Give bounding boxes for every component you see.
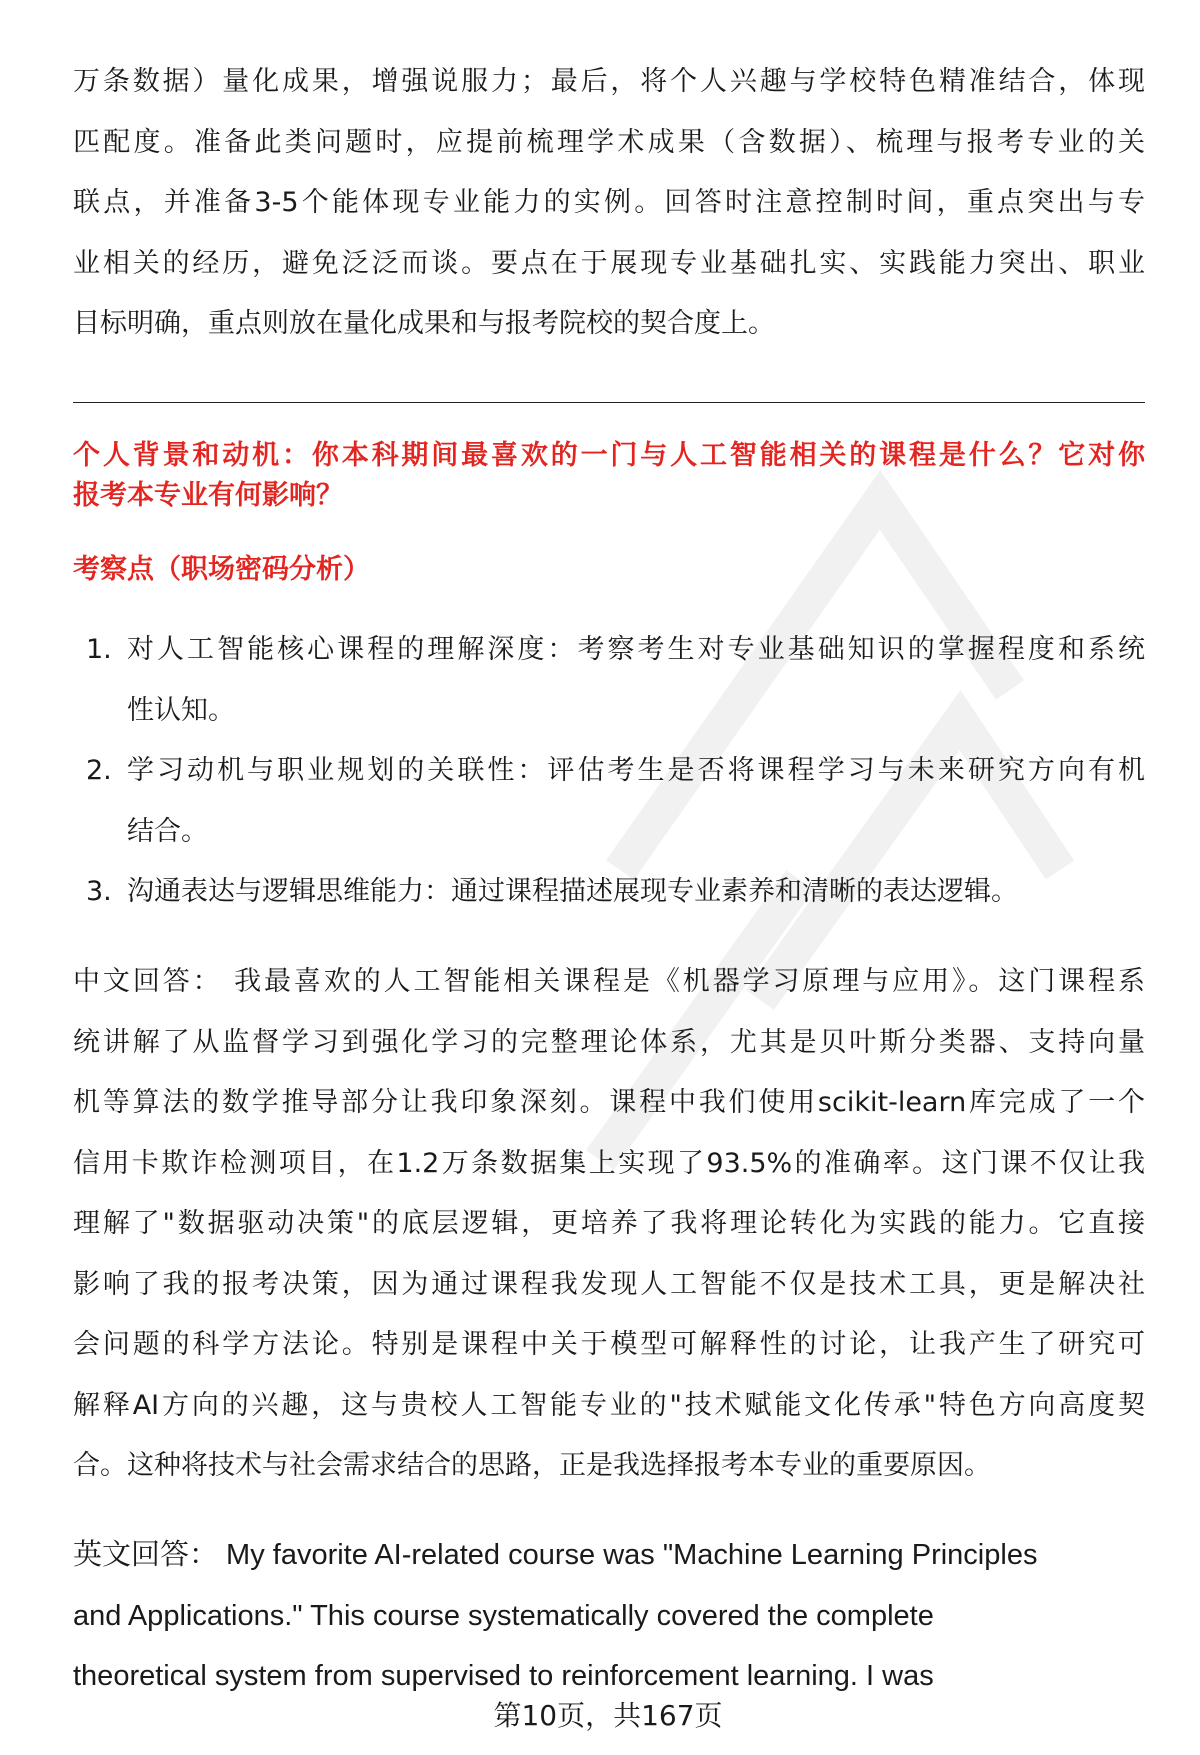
text-line: 机等算法的数学推导部分让我印象深刻。课程中我们使用scikit-learn库完成了一个 bbox=[73, 1087, 1145, 1118]
list-number: 3. bbox=[86, 876, 112, 907]
exam-points-list bbox=[73, 620, 1145, 923]
list-item bbox=[73, 741, 1145, 862]
english-answer bbox=[73, 1525, 1145, 1707]
text-line: 信用卡欺诈检测项目，在1.2万条数据集上实现了93.5%的准确率。这门课不仅让我 bbox=[73, 1147, 1145, 1179]
text-line: 统讲解了从监督学习到强化学习的完整理论体系，尤其是贝叶斯分类器、支持向量 bbox=[73, 1026, 1145, 1058]
text-line: 会问题的科学方法论。特别是课程中关于模型可解释性的讨论，让我产生了研究可 bbox=[73, 1329, 1145, 1360]
text-line: 联点，并准备3-5个能体现专业能力的实例。回答时注意控制时间，重点突出与专 bbox=[73, 187, 1145, 218]
heading-line: 个人背景和动机：你本科期间最喜欢的一门与人工智能相关的课程是什么？它对你 bbox=[73, 440, 1145, 471]
list-text: 对人工智能核心课程的理解深度：考察考生对专业基础知识的掌握程度和系统 bbox=[127, 634, 1145, 665]
intro-paragraph bbox=[73, 52, 1145, 355]
text-line: 万条数据）量化成果，增强说服力；最后，将个人兴趣与学校特色精准结合，体现 bbox=[73, 66, 1145, 97]
list-number: 2. bbox=[86, 755, 112, 786]
text-line: 英文回答： My favorite AI-related course was "Machine Learning Principles bbox=[73, 1539, 1038, 1571]
text-line: 中文回答： 我最喜欢的人工智能相关课程是《机器学习原理与应用》。这门课程系 bbox=[73, 966, 1145, 997]
exam-points-title bbox=[73, 540, 1145, 601]
text-line: 合。这种将技术与社会需求结合的思路，正是我选择报考本专业的重要原因。 bbox=[73, 1450, 991, 1481]
exam-points-title-text: 考察点（职场密码分析） bbox=[73, 554, 370, 585]
chinese-answer bbox=[73, 952, 1145, 1497]
text-line: 目标明确，重点则放在量化成果和与报考院校的契合度上。 bbox=[73, 308, 775, 339]
text-line: 解释AI方向的兴趣，这与贵校人工智能专业的"技术赋能文化传承"特色方向高度契 bbox=[73, 1389, 1145, 1421]
text-line: theoretical system from supervised to reinforcement learning. I was bbox=[73, 1660, 934, 1692]
section-divider bbox=[73, 402, 1145, 403]
list-text: 学习动机与职业规划的关联性：评估考生是否将课程学习与未来研究方向有机 bbox=[127, 755, 1145, 786]
list-number: 1. bbox=[86, 634, 112, 665]
text-line: and Applications." This course systematically covered the complete bbox=[73, 1599, 934, 1632]
list-text: 结合。 bbox=[127, 815, 208, 847]
list-text: 沟通表达与逻辑思维能力：通过课程描述展现专业素养和清晰的表达逻辑。 bbox=[127, 876, 1018, 907]
text-line: 理解了"数据驱动决策"的底层逻辑，更培养了我将理论转化为实践的能力。它直接 bbox=[73, 1208, 1145, 1239]
heading-line: 报考本专业有何影响？ bbox=[73, 480, 343, 511]
list-item bbox=[73, 862, 1145, 923]
text-line: 影响了我的报考决策，因为通过课程我发现人工智能不仅是技术工具，更是解决社 bbox=[73, 1268, 1145, 1300]
list-item bbox=[73, 620, 1145, 741]
question-heading bbox=[73, 436, 1145, 516]
list-text: 性认知。 bbox=[127, 694, 235, 726]
text-line: 业相关的经历，避免泛泛而谈。要点在于展现专业基础扎实、实践能力突出、职业 bbox=[73, 247, 1145, 279]
text-line: 匹配度。准备此类问题时，应提前梳理学术成果（含数据）、梳理与报考专业的关 bbox=[73, 126, 1145, 158]
page-number: 第10页，共167页 bbox=[493, 1699, 723, 1732]
